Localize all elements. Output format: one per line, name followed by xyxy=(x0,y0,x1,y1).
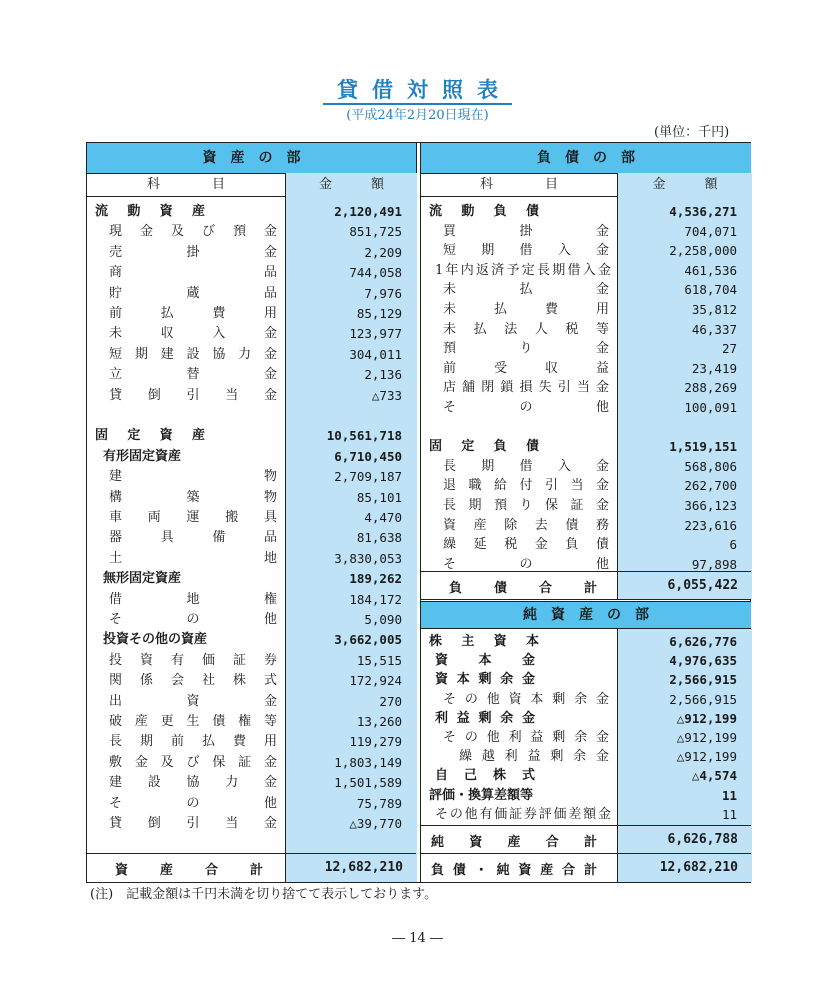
row-amount: △4,574 xyxy=(691,768,737,784)
row-amount: 288,269 xyxy=(684,380,737,396)
row-amount: △733 xyxy=(371,387,402,403)
row-amount: 184,172 xyxy=(349,591,402,607)
liabilities-amount-col-header: 金 額 xyxy=(617,173,752,196)
table-row xyxy=(421,496,751,515)
table-row xyxy=(421,709,751,728)
row-label: 固定資産 xyxy=(95,428,205,444)
row-amount: 46,337 xyxy=(691,321,737,337)
row-amount: 618,704 xyxy=(684,282,737,298)
row-label: 自己株式 xyxy=(435,768,535,784)
row-amount: 851,725 xyxy=(349,224,402,240)
balance-sheet-table xyxy=(86,142,751,883)
table-row xyxy=(421,261,751,280)
row-label: 繰延税金負債 xyxy=(443,537,609,553)
liabilities-total-amount-text: 6,055,422 xyxy=(667,578,738,593)
grand-total-row xyxy=(421,853,751,882)
footnote: (注) 記載金額は千円未満を切り捨てて表示しております。 xyxy=(90,887,438,902)
assets-header: 資 産 の 部 xyxy=(87,143,416,174)
equity-total-row xyxy=(421,825,751,854)
table-row xyxy=(421,670,751,689)
row-amount: 3,662,005 xyxy=(334,632,402,648)
row-amount: 262,700 xyxy=(684,478,737,494)
grand-total-amount-text: 12,682,210 xyxy=(659,860,738,875)
row-amount: 15,515 xyxy=(356,652,402,668)
equity-total-amount xyxy=(617,826,752,854)
row-label: 立替金 xyxy=(109,367,277,383)
assets-column xyxy=(87,143,417,882)
liabilities-total-label: 負 債 合 計 xyxy=(449,581,597,596)
row-amount: 100,091 xyxy=(684,400,737,415)
equity-total-amount-text: 6,626,788 xyxy=(667,832,738,847)
table-row xyxy=(421,766,751,785)
equity-header: 純 資 産 の 部 xyxy=(421,602,751,629)
row-label: 貯蔵品 xyxy=(109,285,277,301)
grand-total-label: 負債・純資産合計 xyxy=(431,863,597,878)
row-label: 現金及び預金 xyxy=(109,224,277,240)
row-amount: 75,789 xyxy=(356,795,402,811)
row-label: 敷金及び保証金 xyxy=(109,754,277,770)
row-amount: 568,806 xyxy=(684,458,737,474)
table-row xyxy=(87,467,416,486)
row-label: その他利益剰余金 xyxy=(443,730,609,745)
table-row xyxy=(87,549,416,568)
row-label: 土地 xyxy=(109,550,277,566)
table-row xyxy=(87,794,416,813)
table-row xyxy=(421,241,751,260)
row-amount: 270 xyxy=(379,693,402,709)
table-row xyxy=(421,535,751,554)
row-amount: 189,262 xyxy=(349,571,402,587)
row-label: 資本剰余金 xyxy=(435,672,535,688)
row-label: 未払法人税等 xyxy=(443,321,609,337)
table-row xyxy=(421,359,751,378)
row-amount: 11 xyxy=(721,787,737,803)
row-amount: 85,129 xyxy=(356,306,402,321)
document-title: 貸借対照表 xyxy=(0,74,835,104)
row-amount: 4,976,635 xyxy=(669,653,737,669)
row-amount: 27 xyxy=(721,341,737,357)
table-row xyxy=(87,447,416,466)
table-row xyxy=(421,516,751,535)
liabilities-subheader xyxy=(421,173,751,197)
row-amount: 10,561,718 xyxy=(326,428,402,444)
row-label: 建物 xyxy=(109,469,277,485)
row-amount: 7,976 xyxy=(364,285,402,301)
table-row xyxy=(87,692,416,711)
row-label: 株主資本 xyxy=(429,634,539,649)
assets-subheader xyxy=(87,173,416,197)
row-amount: 35,812 xyxy=(691,302,737,317)
row-label: その他 xyxy=(109,612,277,627)
row-amount: 2,120,491 xyxy=(334,204,402,219)
row-label: 買掛金 xyxy=(443,223,609,239)
table-row xyxy=(87,814,416,833)
table-row xyxy=(87,671,416,690)
row-amount: 461,536 xyxy=(684,262,737,278)
table-row xyxy=(421,728,751,747)
row-amount: 123,977 xyxy=(349,326,402,342)
table-row xyxy=(421,457,751,476)
table-row xyxy=(87,610,416,629)
assets-item-col-header: 科 目 xyxy=(146,177,225,192)
table-row xyxy=(421,786,751,805)
row-label: 有形固定資産 xyxy=(103,448,182,464)
row-label: 建設協力金 xyxy=(109,775,277,791)
table-row xyxy=(421,690,751,709)
row-amount: 2,258,000 xyxy=(669,243,737,259)
row-label: 長期前払費用 xyxy=(109,734,277,750)
row-label: 固定負債 xyxy=(429,439,539,455)
row-amount: 6 xyxy=(729,537,737,553)
table-row xyxy=(421,222,751,241)
table-row xyxy=(87,324,416,343)
table-row xyxy=(87,528,416,547)
liabilities-total-row xyxy=(421,571,751,600)
row-amount: 2,566,915 xyxy=(669,691,737,707)
table-row xyxy=(87,590,416,609)
table-row xyxy=(87,365,416,384)
row-label: 退職給付引当金 xyxy=(443,478,609,494)
row-amount: 85,101 xyxy=(356,489,402,505)
table-row xyxy=(421,280,751,299)
row-label: 短期建設協力金 xyxy=(109,346,277,362)
row-label: 1年内返済予定長期借入金 xyxy=(435,262,611,278)
table-row xyxy=(87,202,416,221)
table-row xyxy=(87,406,416,425)
table-row xyxy=(421,632,751,651)
row-label: 前払費用 xyxy=(109,306,277,321)
row-amount: △912,199 xyxy=(676,710,737,726)
table-row xyxy=(87,773,416,792)
liabilities-column xyxy=(420,143,751,882)
table-row xyxy=(87,651,416,670)
row-amount: △912,199 xyxy=(676,730,737,745)
row-label: 出資金 xyxy=(109,693,277,709)
row-label: 流動資産 xyxy=(95,204,205,219)
table-row xyxy=(421,747,751,766)
liabilities-header: 負 債 の 部 xyxy=(421,143,751,174)
row-amount: 81,638 xyxy=(356,530,402,546)
table-row xyxy=(87,243,416,262)
table-row xyxy=(421,202,751,221)
row-amount: 744,058 xyxy=(349,265,402,281)
row-label: 長期借入金 xyxy=(443,458,609,474)
table-row xyxy=(421,320,751,339)
table-row xyxy=(87,488,416,507)
row-amount: 119,279 xyxy=(349,734,402,750)
table-row xyxy=(421,398,751,417)
row-label: 前受収益 xyxy=(443,360,609,376)
row-label: 商品 xyxy=(109,265,277,281)
row-amount: 97,898 xyxy=(691,556,737,572)
row-amount: 13,260 xyxy=(356,714,402,729)
row-label: 店舗閉鎖損失引当金 xyxy=(443,380,609,396)
row-label: 貸倒引当金 xyxy=(109,816,277,831)
row-label: 破産更生債権等 xyxy=(109,714,277,729)
row-amount: △912,199 xyxy=(676,749,737,765)
row-amount: 2,566,915 xyxy=(669,672,737,688)
row-amount: 4,470 xyxy=(364,510,402,525)
grand-total-amount xyxy=(617,854,752,882)
row-label: その他 xyxy=(443,400,609,415)
row-label: 投資その他の資産 xyxy=(103,632,208,648)
liabilities-total-amount xyxy=(617,572,752,600)
row-label: 資本金 xyxy=(435,653,535,669)
row-amount: △39,770 xyxy=(349,816,402,831)
table-row xyxy=(87,732,416,751)
table-row xyxy=(421,651,751,670)
unit-label: (単位：千円) xyxy=(654,125,730,140)
row-label: 借地権 xyxy=(109,591,277,607)
row-label: 未収入金 xyxy=(109,326,277,342)
row-label: 預り金 xyxy=(443,341,609,357)
row-label: 未払金 xyxy=(443,282,609,298)
row-label: 利益剰余金 xyxy=(435,710,535,726)
row-label: 売掛金 xyxy=(109,244,277,260)
row-label: 車両運搬具 xyxy=(109,510,277,525)
row-amount: 3,830,053 xyxy=(334,550,402,566)
table-row xyxy=(87,712,416,731)
table-row xyxy=(421,476,751,495)
assets-amount-col-header: 金 額 xyxy=(285,173,417,196)
row-label: その他 xyxy=(109,795,277,811)
row-amount: 2,209 xyxy=(364,244,402,260)
assets-total-label: 資 産 合 計 xyxy=(115,863,263,878)
row-label: 繰越利益剰余金 xyxy=(459,749,609,765)
row-label: 未払費用 xyxy=(443,302,609,317)
row-label: 資産除去債務 xyxy=(443,517,609,533)
row-label: 投資有価証券 xyxy=(109,652,277,668)
table-row xyxy=(87,569,416,588)
row-amount: 6,710,450 xyxy=(334,448,402,464)
table-row xyxy=(421,805,751,824)
equity-total-label: 純 資 産 合 計 xyxy=(431,835,597,850)
assets-total-amount-text: 12,682,210 xyxy=(324,860,403,875)
row-amount: 304,011 xyxy=(349,346,402,362)
row-label: その他 xyxy=(443,556,609,572)
document-subtitle: (平成24年2月20日現在) xyxy=(346,108,489,123)
row-label: 構築物 xyxy=(109,489,277,505)
row-amount: 5,090 xyxy=(364,612,402,627)
row-amount: 223,616 xyxy=(684,517,737,533)
row-amount: 2,136 xyxy=(364,367,402,383)
table-row xyxy=(87,222,416,241)
row-label: その他資本剰余金 xyxy=(443,691,609,707)
table-row xyxy=(421,378,751,397)
table-row xyxy=(87,263,416,282)
table-row xyxy=(421,300,751,319)
row-amount: 2,709,187 xyxy=(334,469,402,485)
row-amount: 6,626,776 xyxy=(669,634,737,649)
row-label: 短期借入金 xyxy=(443,243,609,259)
table-row xyxy=(87,284,416,303)
row-label: 無形固定資産 xyxy=(103,571,182,587)
table-row xyxy=(87,426,416,445)
row-amount: 11 xyxy=(721,806,737,822)
row-label: 貸倒引当金 xyxy=(109,387,277,403)
table-row xyxy=(87,304,416,323)
row-amount: 172,924 xyxy=(349,673,402,689)
row-label: 流動負債 xyxy=(429,204,539,219)
assets-total-amount xyxy=(285,854,417,882)
row-amount: 366,123 xyxy=(684,498,737,513)
table-row xyxy=(87,508,416,527)
assets-total-row xyxy=(87,853,416,882)
row-label: その他有価証券評価差額金 xyxy=(435,806,611,822)
table-row xyxy=(421,339,751,358)
row-label: 器具備品 xyxy=(109,530,277,546)
table-row xyxy=(87,753,416,772)
row-amount: 23,419 xyxy=(691,360,737,376)
liabilities-item-col-header: 科 目 xyxy=(479,177,558,192)
table-row xyxy=(87,345,416,364)
row-label: 関係会社株式 xyxy=(109,673,277,689)
row-amount: 1,519,151 xyxy=(669,439,737,455)
table-row xyxy=(421,418,751,437)
row-label: 長期預り保証金 xyxy=(443,498,609,513)
row-amount: 4,536,271 xyxy=(669,204,737,219)
row-amount: 1,803,149 xyxy=(334,754,402,770)
row-label: 評価・換算差額等 xyxy=(429,787,534,803)
row-amount: 704,071 xyxy=(684,223,737,239)
table-row xyxy=(421,437,751,456)
table-row xyxy=(87,630,416,649)
table-row xyxy=(87,386,416,405)
page-number: ― 14 ― xyxy=(392,931,443,946)
row-amount: 1,501,589 xyxy=(334,775,402,791)
